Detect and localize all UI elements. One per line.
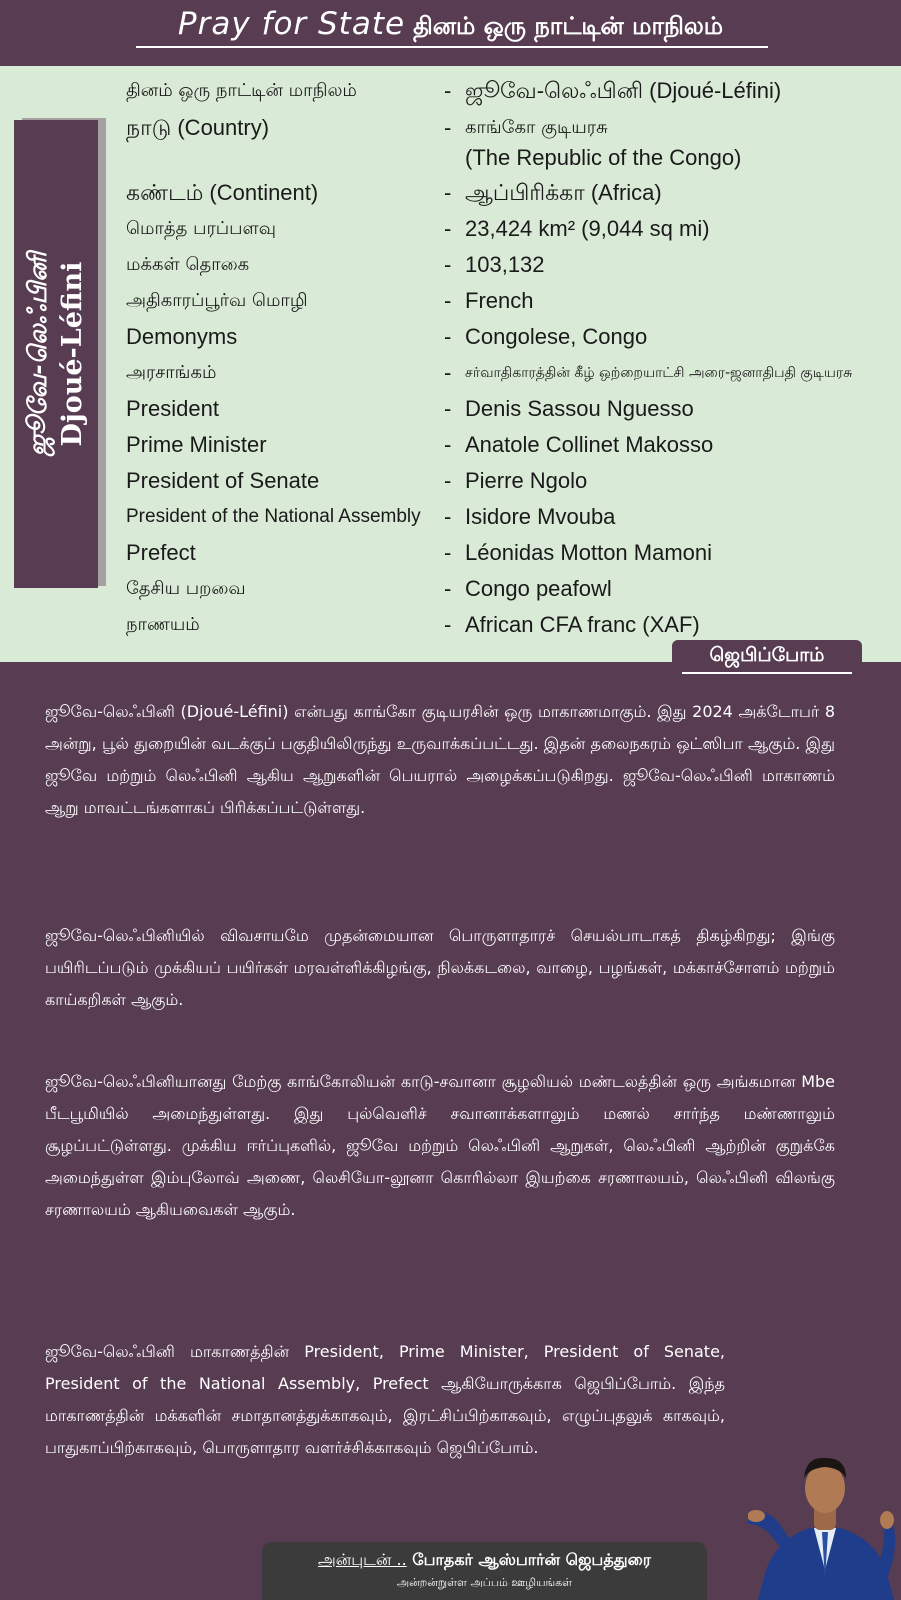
pray-label: ஜெபிப்போம் [709, 644, 825, 666]
info-value: Congolese, Congo [465, 324, 648, 349]
info-value: Anatole Collinet Makosso [465, 432, 714, 457]
pastor-photo [748, 1420, 901, 1600]
info-value: காங்கோ குடியரசு [465, 117, 608, 138]
info-value: African CFA franc (XAF) [465, 612, 700, 637]
pray-underline [682, 672, 852, 674]
info-label: கண்டம் (Continent) [126, 180, 319, 205]
info-label: President [126, 396, 219, 421]
info-value-line2: (The Republic of the Congo) [465, 145, 742, 170]
info-value: Pierre Ngolo [465, 468, 588, 493]
info-value: ஜூவே-லெஃபினி (Djoué-Léfini) [465, 78, 782, 103]
footer-ministry: அன்றன்றுள்ள அப்பம் ஊழியங்கள் [396, 1576, 573, 1589]
state-name-vertical [16, 124, 96, 584]
state-name-en: Djoué-Léfini [57, 261, 88, 447]
paragraph: ஜூவே-லெஃபினி மாகாணத்தின் President, Prime Minister, President of Senate, President of the National Assembly, Prefect ஆகியோருக்காக ஜெபிப்போம். இந்த மாகாணத்தின் மக்களின் சமாதானத்துக்காகவும், இரட்சிப்பிற்காகவும், எழுப்புதலுக் காகவும், பாதுகாப்பிற்காகவும், பொருளாதார வளர்ச்சிக்காகவும் ஜெபிப்போம். [45, 1342, 725, 1457]
info-value: சர்வாதிகாரத்தின் கீழ் ஒற்றையாட்சி அரை-ஜனாதிபதி குடியரசு [465, 365, 853, 381]
paragraph: ஜூவே-லெஃபினியானது மேற்கு காங்கோலியன் காடு-சவானா சூழலியல் மண்டலத்தின் ஒரு அங்கமான Mbe பீடபூமியில் அமைந்துள்ளது. இது புல்வெளிச் சவானாக்களாலும் மணல் சார்ந்த மண்ணாலும் சூழப்பட்டுள்ளது. முக்கிய ஈர்ப்புகளில், ஜூவே மற்றும் லெஃபினி ஆறுகள், லெஃபினி ஆற்றின் குறுக்கே அமைந்துள்ள இம்புலோவ் அணை, லெசியோ-லூனா கொரில்லா இயற்கை சரணாலயம், லெஃபினி விலங்கு சரணாலயம் ஆகியவைகள் ஆகும். [45, 1072, 836, 1219]
info-value: ஆப்பிரிக்கா (Africa) [465, 180, 662, 205]
info-label: President of the National Assembly [126, 506, 421, 527]
info-value: Léonidas Motton Mamoni [465, 540, 713, 565]
info-label: மொத்த பரப்பளவு [126, 218, 277, 239]
info-label: அதிகாரப்பூர்வ மொழி [126, 290, 308, 311]
info-label: தினம் ஒரு நாட்டின் மாநிலம் [126, 80, 357, 101]
info-label: Prefect [126, 540, 196, 565]
header-title [0, 6, 901, 43]
info-label: தேசிய பறவை [126, 578, 246, 599]
info-value: French [465, 288, 534, 313]
pray-badge [672, 640, 862, 678]
info-value: 23,424 km² (9,044 sq mi) [465, 216, 710, 241]
footer-prefix: அன்புடன் .. [317, 1550, 407, 1569]
info-label: President of Senate [126, 468, 320, 493]
footer-signature [262, 1550, 707, 1571]
state-name-ta: ஜூவே-லெஃபினி [23, 251, 52, 457]
info-label: நாணயம் [126, 614, 200, 635]
info-label: நாடு (Country) [126, 115, 270, 140]
paragraph: ஜூவே-லெஃபினி (Djoué-Léfini) என்பது காங்கோ குடியரசின் ஒரு மாகாணமாகும். இது 2024 அக்டோபர் 8 அன்று, பூல் துறையின் வடக்குப் பகுதியிலிருந்து உருவாக்கப்பட்டது. இதன் தலைநகரம் ஒட்ஸிபா ஆகும். இது ஜூவே மற்றும் லெஃபினி ஆகிய ஆறுகளின் பெயரால் அழைக்கப்படுகிறது. ஜூவே-லெஃபினி மாகாணம் ஆறு மாவட்டங்களாகப் பிரிக்கப்பட்டுள்ளது. [45, 702, 835, 817]
info-label: Demonyms [126, 324, 238, 349]
info-value: Congo peafowl [465, 576, 612, 601]
header-title-ta: தினம் ஒரு நாட்டின் மாநிலம் [413, 12, 724, 40]
info-value: Isidore Mvouba [465, 504, 616, 529]
info-value: Denis Sassou Nguesso [465, 396, 694, 421]
info-value: 103,132 [465, 252, 545, 277]
info-label: Prime Minister [126, 432, 267, 457]
footer-banner [262, 1542, 707, 1600]
header-banner [0, 0, 901, 64]
header-title-en: Pray for State [177, 6, 406, 42]
footer-name: போதகர் ஆஸ்பார்ன் ஜெபத்துரை [412, 1550, 652, 1569]
info-label: மக்கள் தொகை [126, 254, 250, 275]
paragraph: ஜூவே-லெஃபினியில் விவசாயமே முதன்மையான பொருளாதாரச் செயல்பாடாகத் திகழ்கிறது; இங்கு பயிரிடப்படும் முக்கியப் பயிர்கள் மரவள்ளிக்கிழங்கு, நிலக்கடலை, வாழை, பழங்கள், மக்காச்சோளம் மற்றும் காய்கறிகள் ஆகும். [45, 926, 835, 1009]
info-label: அரசாங்கம் [126, 362, 217, 383]
header-underline [136, 46, 768, 48]
